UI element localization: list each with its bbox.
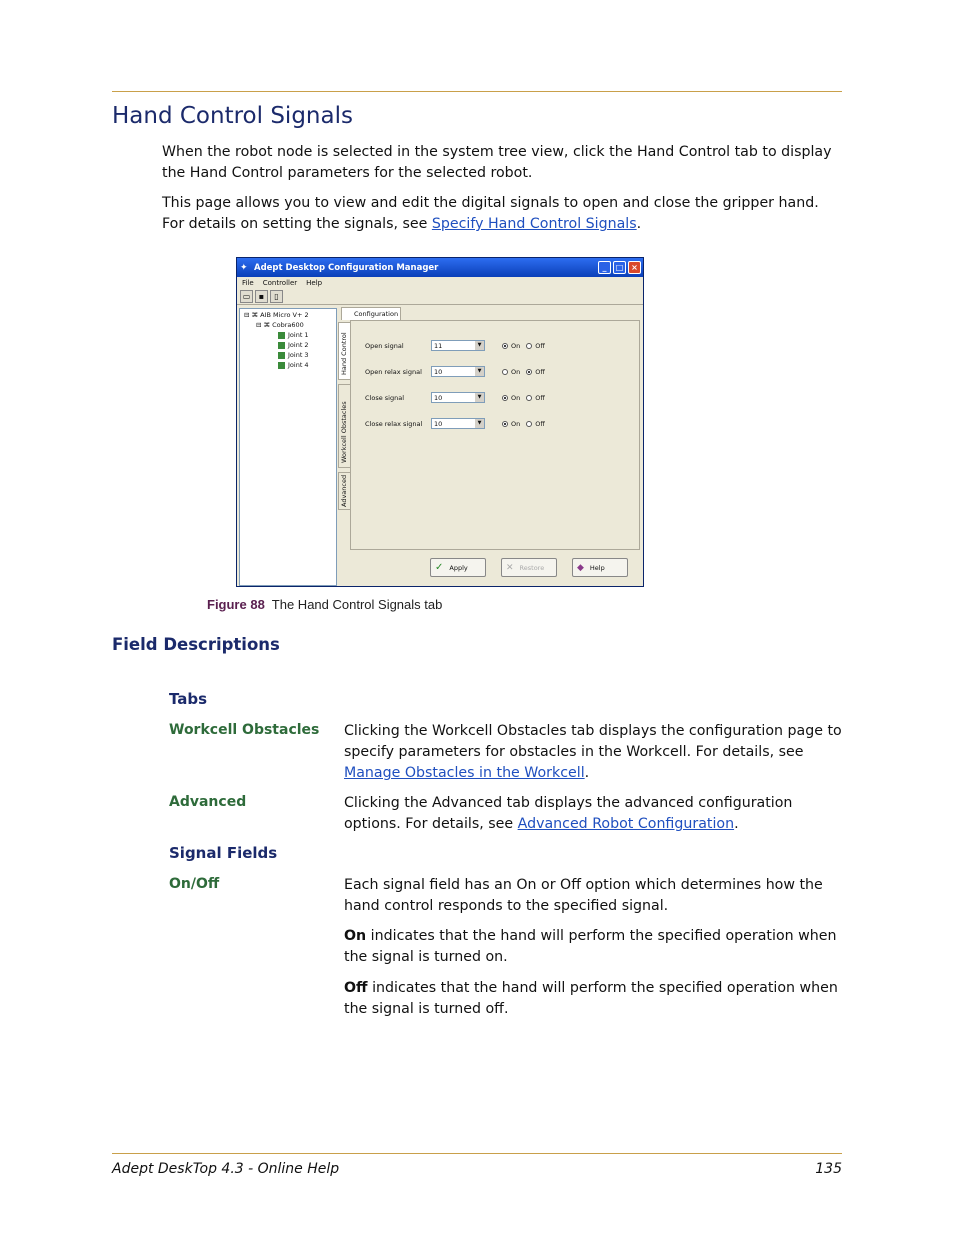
tab-workcell-obstacles-label: Workcell Obstacles [340, 401, 348, 463]
close-signal-value: 10 [434, 394, 443, 402]
tree-controller-label: AIB Micro V+ 2 [260, 311, 309, 319]
x-icon: ✕ [506, 562, 514, 573]
footer-title: Adept DeskTop 4.3 - Online Help [112, 1161, 340, 1177]
open-signal-select[interactable] [431, 340, 485, 351]
advanced-term: Advanced [169, 794, 247, 810]
page-number: 135 [815, 1161, 842, 1177]
joint-label: Joint 2 [288, 341, 309, 349]
close-signal-on-radio[interactable] [502, 394, 520, 402]
apply-label: Apply [449, 563, 468, 572]
menu-file[interactable]: File [242, 279, 254, 287]
open-relax-signal-on-radio[interactable] [502, 368, 520, 376]
minimize-icon[interactable]: _ [598, 261, 611, 274]
workcell-period: . [584, 765, 590, 781]
header-rule [112, 91, 842, 92]
close-relax-signal-value: 10 [434, 420, 443, 428]
joint-icon [278, 342, 285, 349]
window-titlebar [237, 258, 643, 277]
tree-joint-3[interactable] [278, 351, 309, 359]
on-text: indicates that the hand will perform the specified operation when the signal is turned on. [344, 928, 837, 965]
hand-control-panel [350, 320, 640, 550]
tree-robot-label: Cobra600 [272, 321, 304, 329]
close-relax-signal-off-radio[interactable] [526, 420, 545, 428]
open-relax-signal-off-radio[interactable] [526, 368, 545, 376]
joint-label: Joint 3 [288, 351, 309, 359]
save-icon[interactable]: ▪ [255, 290, 268, 303]
tree-joint-1[interactable] [278, 331, 309, 339]
advanced-period: . [734, 816, 739, 832]
figure-caption [207, 597, 442, 612]
on-off-definition: Each signal field has an On or Off option which determines how the hand control responds to the specified signal. [344, 877, 823, 914]
tree-joint-2[interactable] [278, 341, 309, 349]
close-signal-off-radio[interactable] [526, 394, 545, 402]
on-off-term: On/Off [169, 876, 220, 892]
radio-selected-icon [526, 369, 532, 375]
off-text: indicates that the hand will perform the specified operation when the signal is turned off. [344, 980, 838, 1017]
radio-selected-icon [502, 421, 508, 427]
close-relax-signal-select[interactable] [431, 418, 485, 429]
radio-label: On [511, 393, 521, 402]
advanced-robot-configuration-link[interactable]: Advanced Robot Configuration [517, 816, 735, 832]
joint-icon [278, 352, 285, 359]
off-definition [344, 978, 842, 1020]
chevron-down-icon: ▼ [475, 341, 484, 350]
maximize-icon[interactable]: □ [613, 261, 626, 274]
close-relax-signal-on-radio[interactable] [502, 420, 520, 428]
radio-icon [526, 343, 532, 349]
toolbar [237, 289, 643, 305]
window-title: Adept Desktop Configuration Manager [254, 262, 439, 273]
joint-icon [278, 362, 285, 369]
close-signal-row [365, 392, 635, 403]
joint-label: Joint 1 [288, 331, 309, 339]
menu-controller[interactable]: Controller [262, 279, 298, 287]
workcell-obstacles-term: Workcell Obstacles [169, 722, 320, 738]
signal-fields-heading: Signal Fields [169, 844, 278, 862]
tree-joint-4[interactable] [278, 361, 309, 369]
tab-hand-control-label: Hand Control [340, 332, 348, 375]
menubar [237, 277, 643, 289]
intro-text: This page allows you to view and edit the digital signals to open and close the gripper hand. For details on setting the signals, see [162, 195, 819, 232]
manage-obstacles-link[interactable]: Manage Obstacles in the Workcell [344, 765, 585, 781]
radio-selected-icon [502, 395, 508, 401]
radio-label: Off [535, 341, 545, 350]
field-descriptions-heading: Field Descriptions [112, 635, 280, 654]
open-folder-icon[interactable]: ▭ [240, 290, 253, 303]
close-relax-signal-label: Close relax signal [365, 419, 423, 428]
tree-robot[interactable]: ⊟ ⌘ Cobra600 [256, 321, 304, 329]
close-signal-label: Close signal [365, 393, 404, 402]
app-icon: ✦ [240, 262, 248, 273]
radio-label: On [511, 419, 521, 428]
open-relax-signal-select[interactable] [431, 366, 485, 377]
close-icon[interactable]: × [628, 261, 641, 274]
radio-label: Off [535, 419, 545, 428]
open-signal-value: 11 [434, 342, 443, 350]
close-signal-select[interactable] [431, 392, 485, 403]
restore-label: Restore [519, 563, 545, 572]
joint-label: Joint 4 [288, 361, 309, 369]
checkmark-icon: ✓ [435, 562, 444, 573]
tree-controller[interactable]: ⊟ ⌘ AIB Micro V+ 2 [244, 311, 309, 319]
open-signal-label: Open signal [365, 341, 404, 350]
advanced-text: Clicking the Advanced tab displays the advanced configuration options. For details, see [344, 795, 793, 832]
open-relax-signal-label: Open relax signal [365, 367, 422, 376]
intro-period: . [636, 216, 642, 232]
tabs-heading: Tabs [169, 690, 208, 708]
figure-number: Figure 88 [207, 597, 265, 612]
config-manager-screenshot [236, 257, 644, 587]
radio-selected-icon [502, 343, 508, 349]
chevron-down-icon: ▼ [475, 419, 484, 428]
on-definition [344, 926, 842, 968]
workcell-text: Clicking the Workcell Obstacles tab displays the configuration page to specify parameters for obstacles in the Workcell. For details, see [344, 723, 842, 760]
restore-button[interactable] [501, 558, 557, 577]
help-button[interactable] [572, 558, 628, 577]
specify-hand-control-signals-link[interactable]: Specify Hand Control Signals [431, 216, 637, 232]
open-relax-signal-row [365, 366, 635, 377]
close-relax-signal-row [365, 418, 635, 429]
radio-icon [502, 369, 508, 375]
open-relax-signal-value: 10 [434, 368, 443, 376]
chevron-down-icon: ▼ [475, 393, 484, 402]
joint-icon [278, 332, 285, 339]
radio-icon [526, 421, 532, 427]
intro-paragraph-2 [162, 193, 842, 235]
system-tree [239, 308, 337, 586]
tab-configuration[interactable]: Configuration [341, 307, 401, 320]
radio-label: Off [535, 367, 545, 376]
tab-advanced-label: Advanced [340, 474, 348, 507]
workcell-obstacles-definition [344, 721, 842, 784]
open-signal-off-radio[interactable] [526, 342, 545, 350]
apply-button[interactable] [430, 558, 486, 577]
advanced-definition [344, 793, 842, 835]
figure-caption-text: The Hand Control Signals tab [271, 597, 443, 612]
lock-icon[interactable]: ▯ [270, 290, 283, 303]
book-icon: ◆ [577, 562, 584, 573]
radio-label: On [511, 367, 521, 376]
on-bold: On [344, 928, 367, 944]
footer-rule [112, 1153, 842, 1154]
off-bold: Off [344, 980, 368, 996]
open-signal-on-radio[interactable] [502, 342, 520, 350]
intro-paragraph-1: When the robot node is selected in the system tree view, click the Hand Control tab to display the Hand Control parameters for the selected robot. [162, 144, 832, 181]
radio-label: Off [535, 393, 545, 402]
radio-icon [526, 395, 532, 401]
chevron-down-icon: ▼ [475, 367, 484, 376]
page-title: Hand Control Signals [112, 103, 353, 129]
menu-help[interactable]: Help [306, 279, 323, 287]
radio-label: On [511, 341, 521, 350]
open-signal-row [365, 340, 635, 351]
help-label: Help [589, 563, 605, 572]
